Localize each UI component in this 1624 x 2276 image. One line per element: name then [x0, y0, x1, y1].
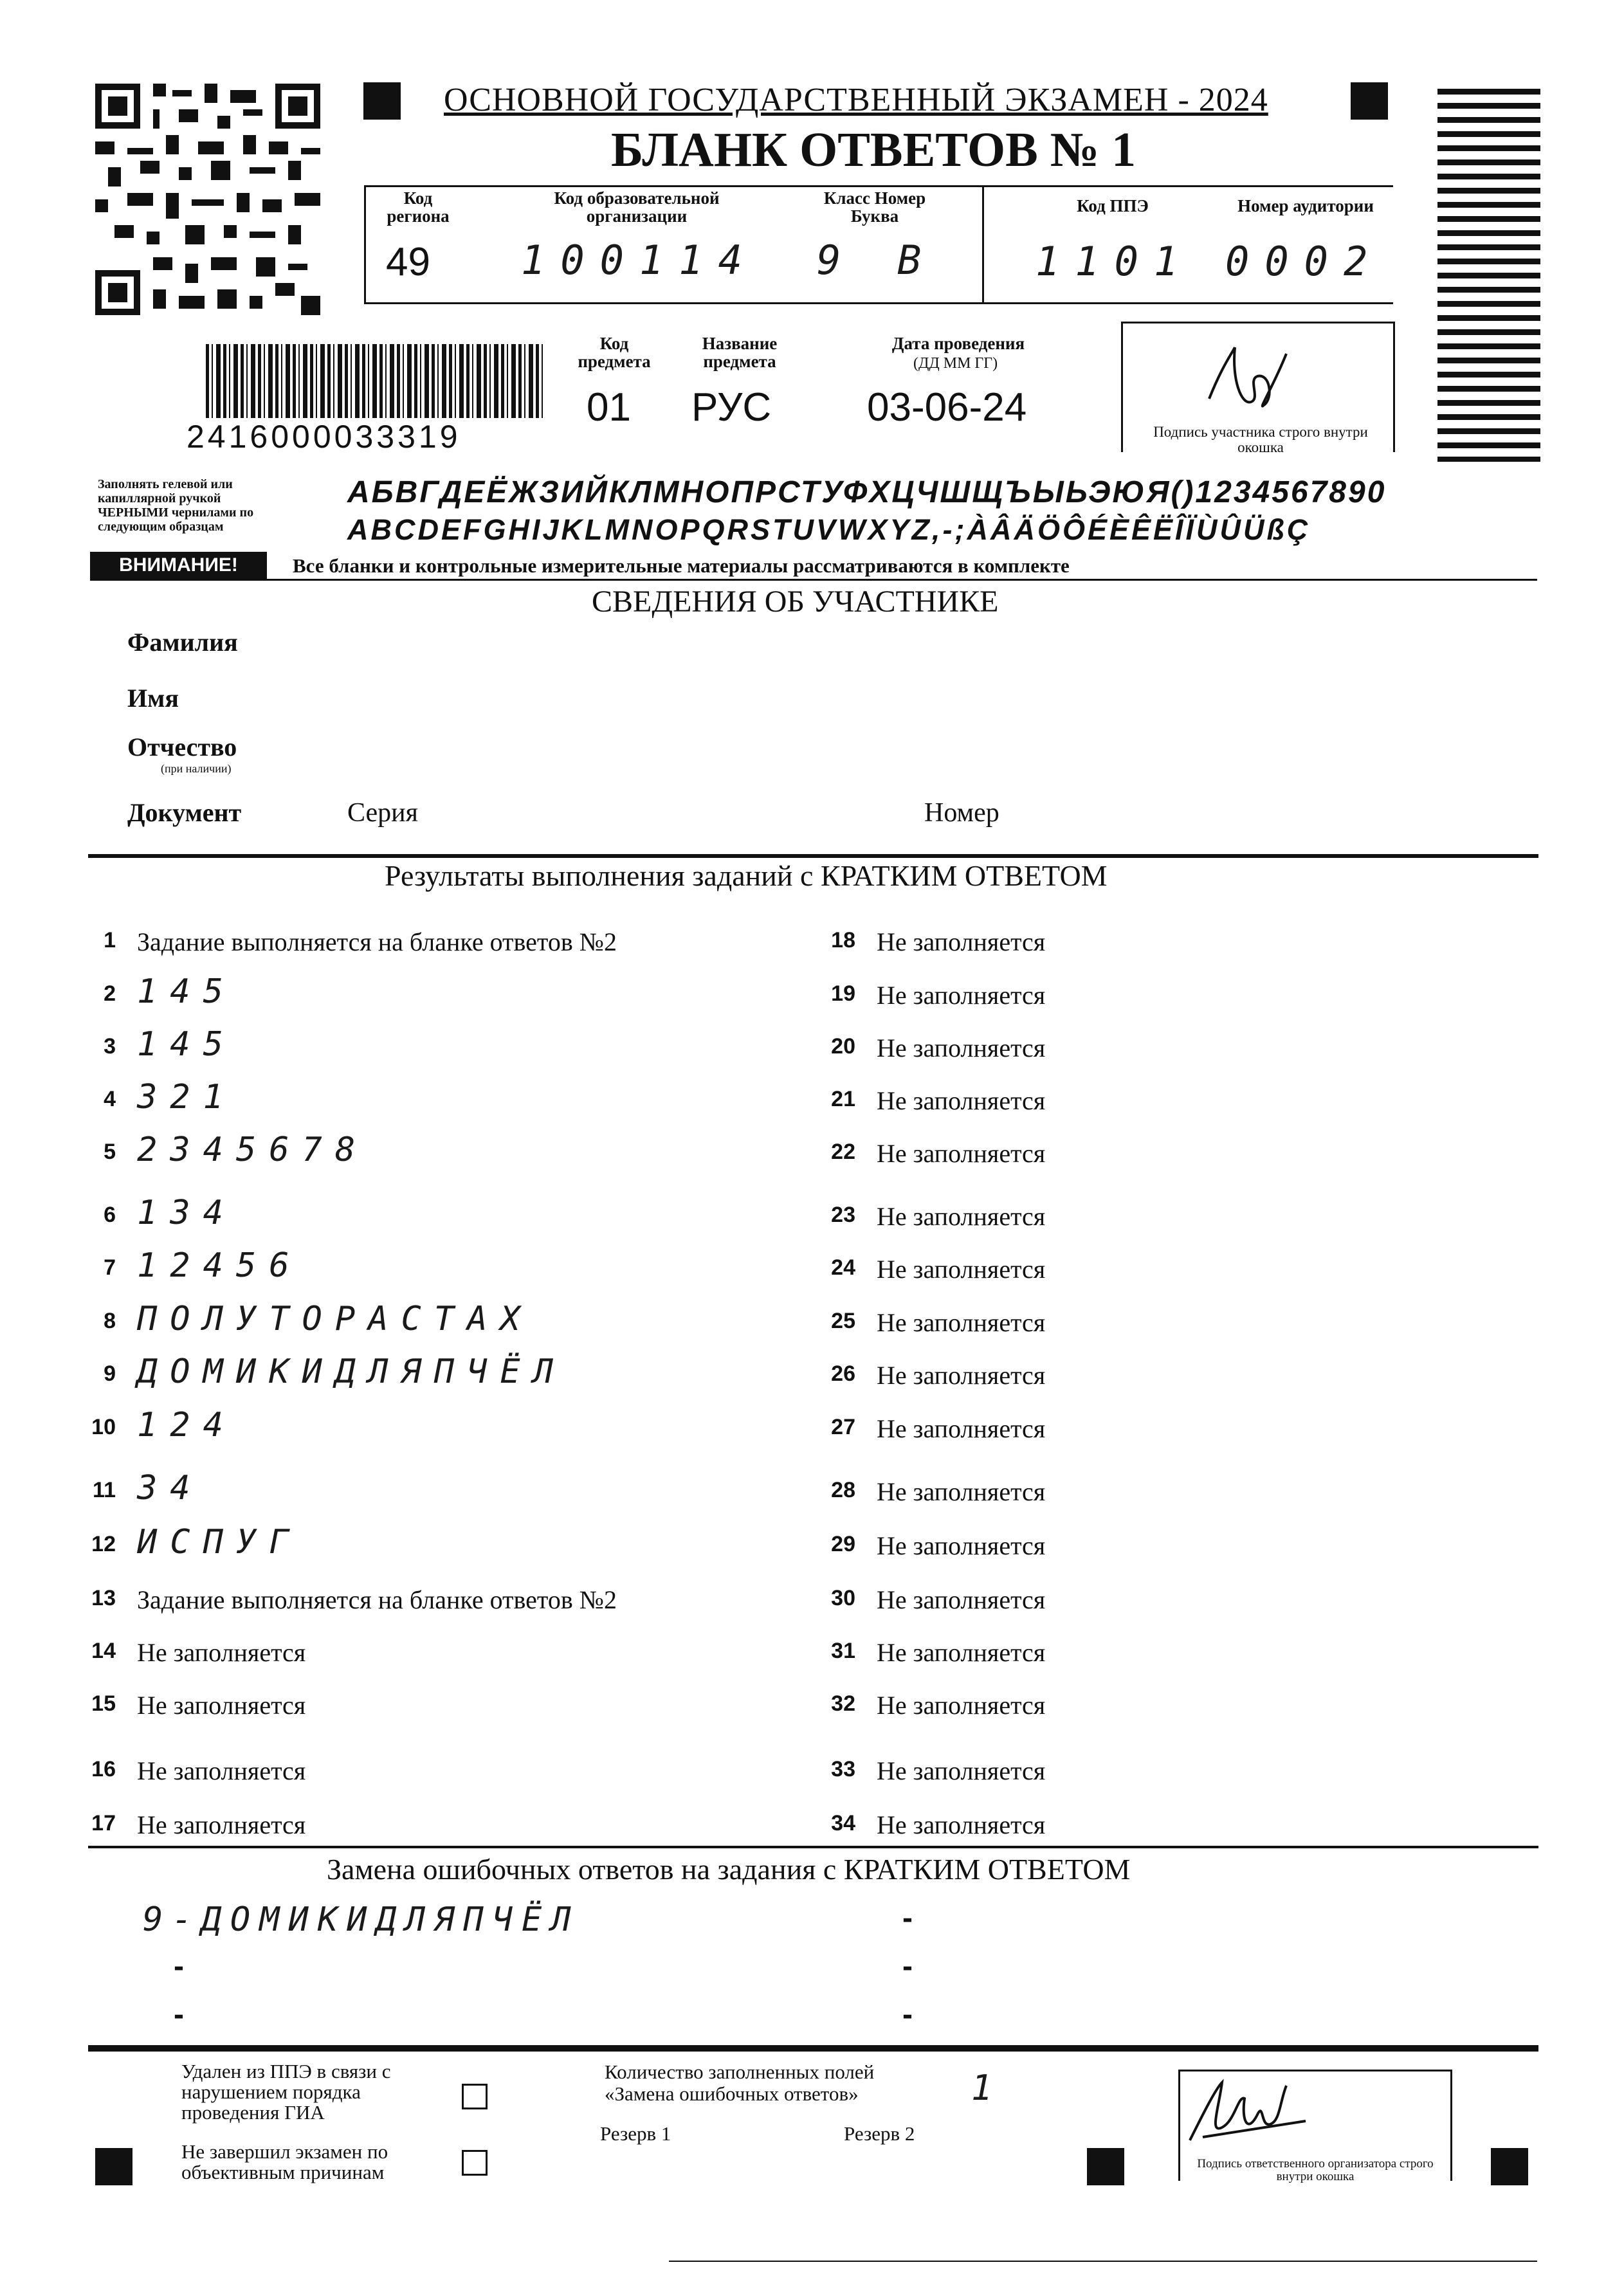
- task-number: 21: [831, 1087, 855, 1111]
- section-rule: [88, 1846, 1538, 1848]
- count-value[interactable]: 1: [971, 2068, 1008, 2108]
- official-signature: [1183, 2076, 1312, 2153]
- form-title: БЛАНК ОТВЕТОВ № 1: [611, 123, 1136, 177]
- task-number: 30: [831, 1586, 855, 1610]
- signature-caption: Подпись участника строго внутри окошка: [1153, 424, 1368, 455]
- task-number: 5: [104, 1140, 116, 1164]
- answer-row: [817, 1250, 1524, 1295]
- task-number: 7: [104, 1255, 116, 1280]
- task-number: 4: [104, 1087, 116, 1111]
- handwritten-answer[interactable]: 145: [137, 1025, 236, 1064]
- date-label: Дата проведения: [891, 334, 1025, 353]
- warning-badge: ВНИМАНИЕ!: [90, 552, 267, 579]
- date-value: 03-06-24: [867, 385, 1027, 430]
- answer-row: [77, 1469, 785, 1518]
- task-number: 3: [104, 1034, 116, 1059]
- answer-status-text: Не заполняется: [137, 1691, 306, 1720]
- region-value: 49: [386, 240, 430, 284]
- task-number: 26: [831, 1361, 855, 1386]
- participant-section-title: СВЕДЕНИЯ ОБ УЧАСТНИКЕ: [592, 585, 999, 619]
- task-number: 19: [831, 981, 855, 1006]
- task-number: 24: [831, 1255, 855, 1280]
- replacement-title: Замена ошибочных ответов на задания с КРАТКИМ ОТВЕТОМ: [327, 1853, 1131, 1886]
- answer-row: [77, 972, 785, 1021]
- task-number: 25: [831, 1309, 855, 1333]
- patronymic-label: Отчество: [127, 733, 237, 761]
- handwritten-answer[interactable]: 145: [137, 972, 236, 1011]
- answer-status-text: Не заполняется: [137, 1638, 306, 1667]
- task-number: 33: [831, 1757, 855, 1781]
- answer-row: [817, 1806, 1524, 1851]
- answer-row: [817, 1752, 1524, 1797]
- task-number: 34: [831, 1811, 855, 1835]
- barcode-number: 2416000033319: [187, 418, 560, 455]
- replacement-entry-1[interactable]: 9-ДОМИКИДЛЯПЧЁЛ: [143, 1900, 580, 1939]
- answer-row: [77, 1300, 785, 1349]
- ppe-label: Код ППЭ: [1077, 196, 1149, 215]
- answer-status-text: Не заполняется: [877, 1139, 1046, 1168]
- room-label: Номер аудитории: [1237, 196, 1374, 215]
- results-right-column: [817, 0, 1524, 2276]
- handwritten-answer[interactable]: 134: [137, 1194, 236, 1232]
- answer-row: [77, 1131, 785, 1179]
- answer-row: [817, 1581, 1524, 1626]
- answer-row: [817, 1197, 1524, 1243]
- task-number: 32: [831, 1691, 855, 1716]
- class-label: Класс Номер Буква: [823, 188, 926, 226]
- sample-instruction: Заполнять гелевой или капиллярной ручкой ЧЕРНЫМИ чернилами по следующим образцам: [98, 477, 254, 534]
- date-format: (ДД ММ ГГ): [913, 355, 998, 372]
- answer-status-text: Не заполняется: [877, 1638, 1046, 1667]
- answer-status-text: Не заполняется: [877, 1531, 1046, 1560]
- task-number: 28: [831, 1478, 855, 1502]
- answer-row: [817, 1029, 1524, 1074]
- replacement-slot-dash[interactable]: -: [174, 1949, 184, 1983]
- answer-row: [817, 1410, 1524, 1455]
- region-label: Код региона: [387, 188, 450, 226]
- answer-status-text: Не заполняется: [877, 1255, 1046, 1284]
- answer-row: [817, 923, 1524, 968]
- removed-checkbox[interactable]: [462, 2084, 488, 2109]
- answer-status-text: Не заполняется: [877, 1086, 1046, 1115]
- document-label: Документ: [127, 798, 242, 827]
- handwritten-answer[interactable]: 124: [137, 1406, 236, 1444]
- replacement-slot-dash[interactable]: -: [902, 1998, 913, 2032]
- answer-row: [77, 1752, 785, 1797]
- handwritten-answer[interactable]: ДОМИКИДЛЯПЧЁЛ: [137, 1352, 566, 1391]
- not-finished-checkbox[interactable]: [462, 2150, 488, 2176]
- replacement-slot-dash[interactable]: -: [902, 1901, 913, 1935]
- subject-name-label: Название предмета: [702, 334, 778, 371]
- answer-row: [817, 1473, 1524, 1518]
- task-number: 2: [104, 981, 116, 1006]
- bottom-rule: [669, 2261, 1537, 2262]
- sample-row-cyrillic: АБВГДЕЁЖЗИЙКЛМНОПРСТУФХЦЧШЩЪЫЬЭЮЯ()1234567890: [347, 475, 1387, 509]
- task-number: 27: [831, 1415, 855, 1439]
- results-title: Результаты выполнения заданий с КРАТКИМ ОТВЕТОМ: [385, 859, 1108, 892]
- reserve-2: Резерв 2: [844, 2122, 915, 2145]
- count-label: Количество заполненных полей «Замена ошибочных ответов»: [605, 2061, 875, 2105]
- task-number: 17: [91, 1811, 116, 1835]
- answer-row: [77, 1025, 785, 1074]
- task-number: 29: [831, 1532, 855, 1556]
- handwritten-answer[interactable]: ПОЛУТОРАСТАХ: [137, 1300, 533, 1338]
- answer-status-text: Не заполняется: [137, 1810, 306, 1839]
- org-label: Код образовательной организации: [554, 188, 720, 226]
- answer-status-text: Не заполняется: [137, 1756, 306, 1785]
- removed-label: Удален из ППЭ в связи с нарушением порядка проведения ГИА: [181, 2060, 391, 2124]
- task-number: 22: [831, 1140, 855, 1164]
- replacement-slot-dash[interactable]: -: [174, 1998, 184, 2032]
- task-number: 12: [91, 1532, 116, 1556]
- subject-code-label: Код предмета: [578, 334, 651, 371]
- answer-status-text: Задание выполняется на бланке ответов №2: [137, 1585, 617, 1614]
- answer-row: [817, 1634, 1524, 1679]
- answer-row: [817, 1527, 1524, 1572]
- org-value: 100114: [521, 237, 758, 284]
- answer-row: [77, 1686, 785, 1731]
- answer-row: [817, 1082, 1524, 1127]
- answer-row: [77, 1806, 785, 1851]
- answer-row: [77, 1634, 785, 1679]
- answer-status-text: Не заполняется: [877, 1585, 1046, 1614]
- answer-row: [817, 1356, 1524, 1401]
- answer-row: [77, 1581, 785, 1626]
- subject-name-value: РУС: [691, 385, 772, 430]
- answer-row: [817, 1686, 1524, 1731]
- task-number: 1: [104, 928, 116, 952]
- answer-row: [77, 1078, 785, 1127]
- answer-status-text: Не заполняется: [877, 1756, 1046, 1785]
- class-number: 9: [817, 237, 857, 284]
- answer-row: [77, 1194, 785, 1243]
- answer-status-text: Не заполняется: [877, 1361, 1046, 1390]
- answer-status-text: Не заполняется: [877, 981, 1046, 1010]
- number-label: Номер: [924, 798, 999, 828]
- exam-title: ОСНОВНОЙ ГОСУДАРСТВЕННЫЙ ЭКЗАМЕН - 2024: [444, 82, 1268, 118]
- answer-row: [77, 1406, 785, 1455]
- warning-text: Все бланки и контрольные измерительные материалы рассматриваются в комплекте: [293, 554, 1070, 577]
- task-number: 14: [91, 1639, 116, 1663]
- task-number: 20: [831, 1034, 855, 1059]
- name-label: Имя: [127, 684, 179, 713]
- task-number: 8: [104, 1309, 116, 1333]
- ppe-value: 1101: [1036, 238, 1194, 285]
- answer-row: [817, 1134, 1524, 1179]
- answer-status-text: Не заполняется: [877, 1691, 1046, 1720]
- task-number: 18: [831, 928, 855, 952]
- answer-status-text: Не заполняется: [877, 1202, 1046, 1231]
- task-number: 10: [91, 1415, 116, 1439]
- answer-status-text: Не заполняется: [877, 927, 1046, 956]
- task-number: 6: [104, 1203, 116, 1227]
- surname-label: Фамилия: [127, 628, 238, 657]
- series-label: Серия: [347, 798, 418, 828]
- answer-row: [77, 1352, 785, 1401]
- task-number: 23: [831, 1203, 855, 1227]
- task-number: 9: [104, 1361, 116, 1386]
- official-signature-caption: Подпись ответственного организатора строго внутри окошка: [1197, 2157, 1434, 2183]
- answer-status-text: Не заполняется: [877, 1308, 1046, 1337]
- reserve-1: Резерв 1: [600, 2122, 671, 2145]
- sample-row-latin: ABCDEFGHIJKLMNOPQRSTUVWXYZ,-;ÀÂÄÖÔÉÈÊËÎÏÙÛÜßÇ: [347, 513, 1311, 546]
- task-number: 31: [831, 1639, 855, 1663]
- task-number: 11: [93, 1478, 116, 1502]
- class-letter: В: [897, 237, 937, 284]
- not-finished-label: Не завершил экзамен по объективным причинам: [181, 2140, 388, 2183]
- subject-code-value: 01: [587, 385, 631, 430]
- answer-status-text: Не заполняется: [877, 1477, 1046, 1506]
- answer-status-text: Не заполняется: [877, 1810, 1046, 1839]
- section-rule: [88, 2045, 1538, 2052]
- handwritten-answer[interactable]: 34: [137, 1469, 203, 1507]
- answer-row: [77, 923, 785, 968]
- answer-row: [817, 976, 1524, 1021]
- handwritten-answer[interactable]: 321: [137, 1078, 236, 1116]
- answer-row: [77, 1523, 785, 1572]
- task-number: 16: [91, 1757, 116, 1781]
- task-number: 15: [91, 1691, 116, 1716]
- answer-status-text: Не заполняется: [877, 1414, 1046, 1443]
- answer-status-text: Задание выполняется на бланке ответов №2: [137, 927, 617, 956]
- room-value: 0002: [1225, 238, 1383, 285]
- task-number: 13: [91, 1586, 116, 1610]
- replacement-slot-dash[interactable]: -: [902, 1949, 913, 1983]
- handwritten-answer[interactable]: ИСПУГ: [137, 1523, 302, 1561]
- handwritten-answer[interactable]: 2345678: [137, 1131, 369, 1169]
- answer-row: [77, 1246, 785, 1295]
- answer-row: [817, 1304, 1524, 1349]
- answer-status-text: Не заполняется: [877, 1033, 1046, 1062]
- patronymic-note: (при наличии): [161, 762, 232, 775]
- handwritten-answer[interactable]: 12456: [137, 1246, 302, 1285]
